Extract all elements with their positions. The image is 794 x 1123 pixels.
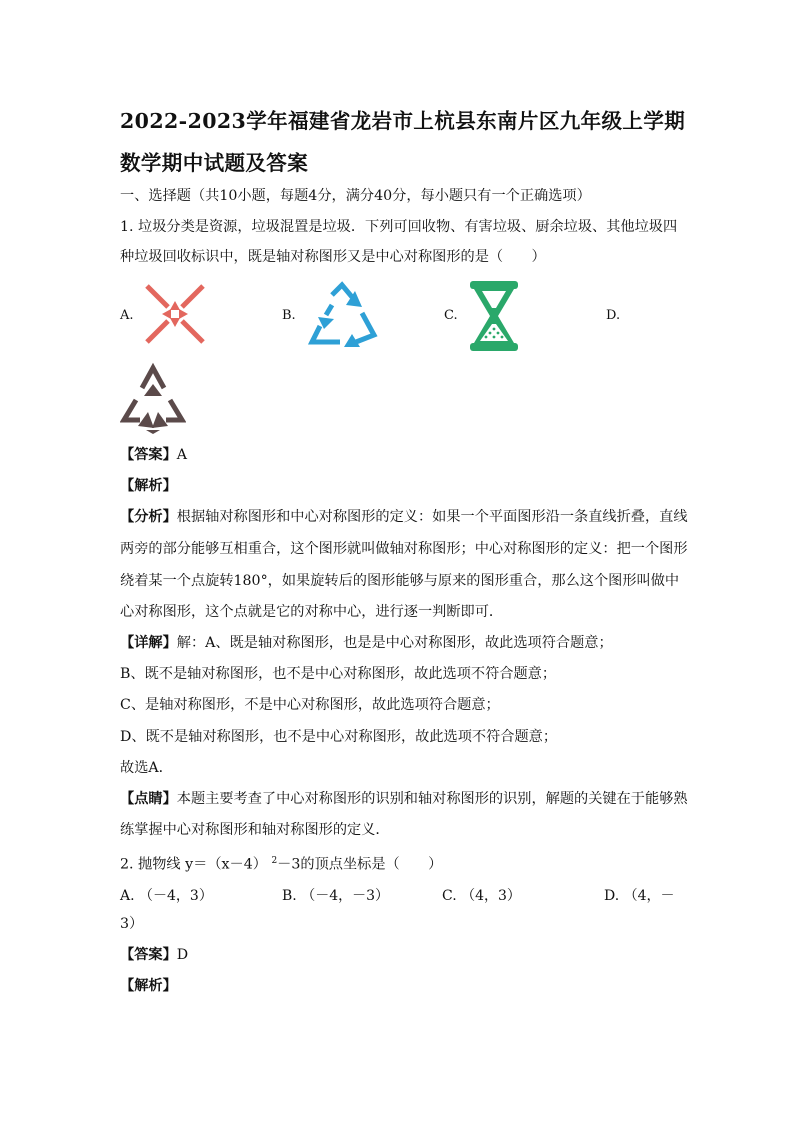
q2-jiexi-tag: 【解析】 xyxy=(120,978,177,994)
q1-xiangjie-line2: B、既不是轴对称图形，也不是中心对称图形，故此选项不符合题意； xyxy=(120,666,557,682)
q1-option-d-label: D. xyxy=(606,308,621,323)
fenxi-text-1: 根据轴对称图形和中心对称图形的定义：如果一个平面图形沿一条直线折叠，直线 xyxy=(176,509,688,525)
q2-stem xyxy=(120,852,442,874)
q1-option-a-label: A. xyxy=(120,308,134,323)
q1-dianjing-line1 xyxy=(120,790,688,808)
q1-option-c-label: C. xyxy=(444,308,458,323)
answer-tag: 【答案】 xyxy=(120,447,177,463)
q2-option-d-continued: 3） xyxy=(120,916,144,932)
q1-dianjing-line2: 练掌握中心对称图形和轴对称图形的定义． xyxy=(120,822,390,838)
q1-fenxi-line2: 两旁的部分能够互相重合，这个图形就叫做轴对称图形；中心对称图形的定义：把一个图形 xyxy=(120,541,688,557)
q2-option-c: C. （4，3） xyxy=(442,888,521,904)
section-heading: 一、选择题（共10小题，每题4分，满分40分，每小题只有一个正确选项） xyxy=(120,188,591,204)
answer-value: D xyxy=(176,947,189,963)
doc-title-line2: 数学期中试题及答案 xyxy=(120,151,309,175)
kitchen-waste-hourglass-icon xyxy=(470,281,518,351)
q1-fenxi-line3: 绕着某一个点旋转180°，如果旋转后的图形能够与原来的图形重合，那么这个图形叫做中 xyxy=(120,573,680,589)
q1-stem-line2: 种垃圾回收标识中，既是轴对称图形又是中心对称图形的是（ ） xyxy=(120,249,546,265)
q2-option-d: D. （4，－ xyxy=(604,888,675,904)
q1-stem-line1: 1. 垃圾分类是资源，垃圾混置是垃圾．下列可回收物、有害垃圾、厨余垃圾、其他垃圾四 xyxy=(120,219,678,235)
q1-jiexi-tag: 【解析】 xyxy=(120,478,177,494)
q1-xiangjie-line4: D、既不是轴对称图形，也不是中心对称图形，故此选项不符合题意； xyxy=(120,729,558,745)
other-waste-arrows-icon xyxy=(120,362,186,434)
answer-tag: 【答案】 xyxy=(120,947,177,963)
q1-xiangjie-line5: 故选A． xyxy=(120,760,173,776)
doc-title-line1: 2022-2023学年福建省龙岩市上杭县东南片区九年级上学期 xyxy=(120,109,686,133)
q2-answer xyxy=(120,946,188,964)
hazard-cross-arrows-icon xyxy=(144,283,206,345)
q2-stem-a: 2. 抛物线 y＝（x－4） xyxy=(120,856,267,873)
q2-option-a: A. （－4，3） xyxy=(120,888,213,904)
recycle-arrows-icon xyxy=(306,281,378,347)
q1-xiangjie-line3: C、是轴对称图形，不是中心对称图形，故此选项符合题意； xyxy=(120,697,500,713)
q2-stem-b: －3的顶点坐标是（ ） xyxy=(277,856,443,873)
fenxi-tag: 【分析】 xyxy=(120,509,177,525)
q1-fenxi-line4: 心对称图形，这个点就是它的对称中心，进行逐一判断即可． xyxy=(120,604,504,620)
dianjing-tag: 【点睛】 xyxy=(120,791,177,807)
q1-answer xyxy=(120,446,187,464)
dianjing-text-1: 本题主要考查了中心对称图形的识别和轴对称图形的识别，解题的关键在于能够熟 xyxy=(176,791,688,807)
q2-option-b: B. （－4，－3） xyxy=(282,888,390,904)
q1-fenxi-line1 xyxy=(120,508,688,526)
q2-stem-exponent: 2 xyxy=(271,856,278,866)
q1-option-b-label: B. xyxy=(282,308,296,323)
xiangjie-tag: 【详解】 xyxy=(120,635,177,651)
answer-value: A xyxy=(176,447,188,463)
xiangjie-text-1: 解：A、既是轴对称图形，也是是中心对称图形，故此选项符合题意； xyxy=(176,635,613,651)
q1-xiangjie-line1 xyxy=(120,634,613,652)
